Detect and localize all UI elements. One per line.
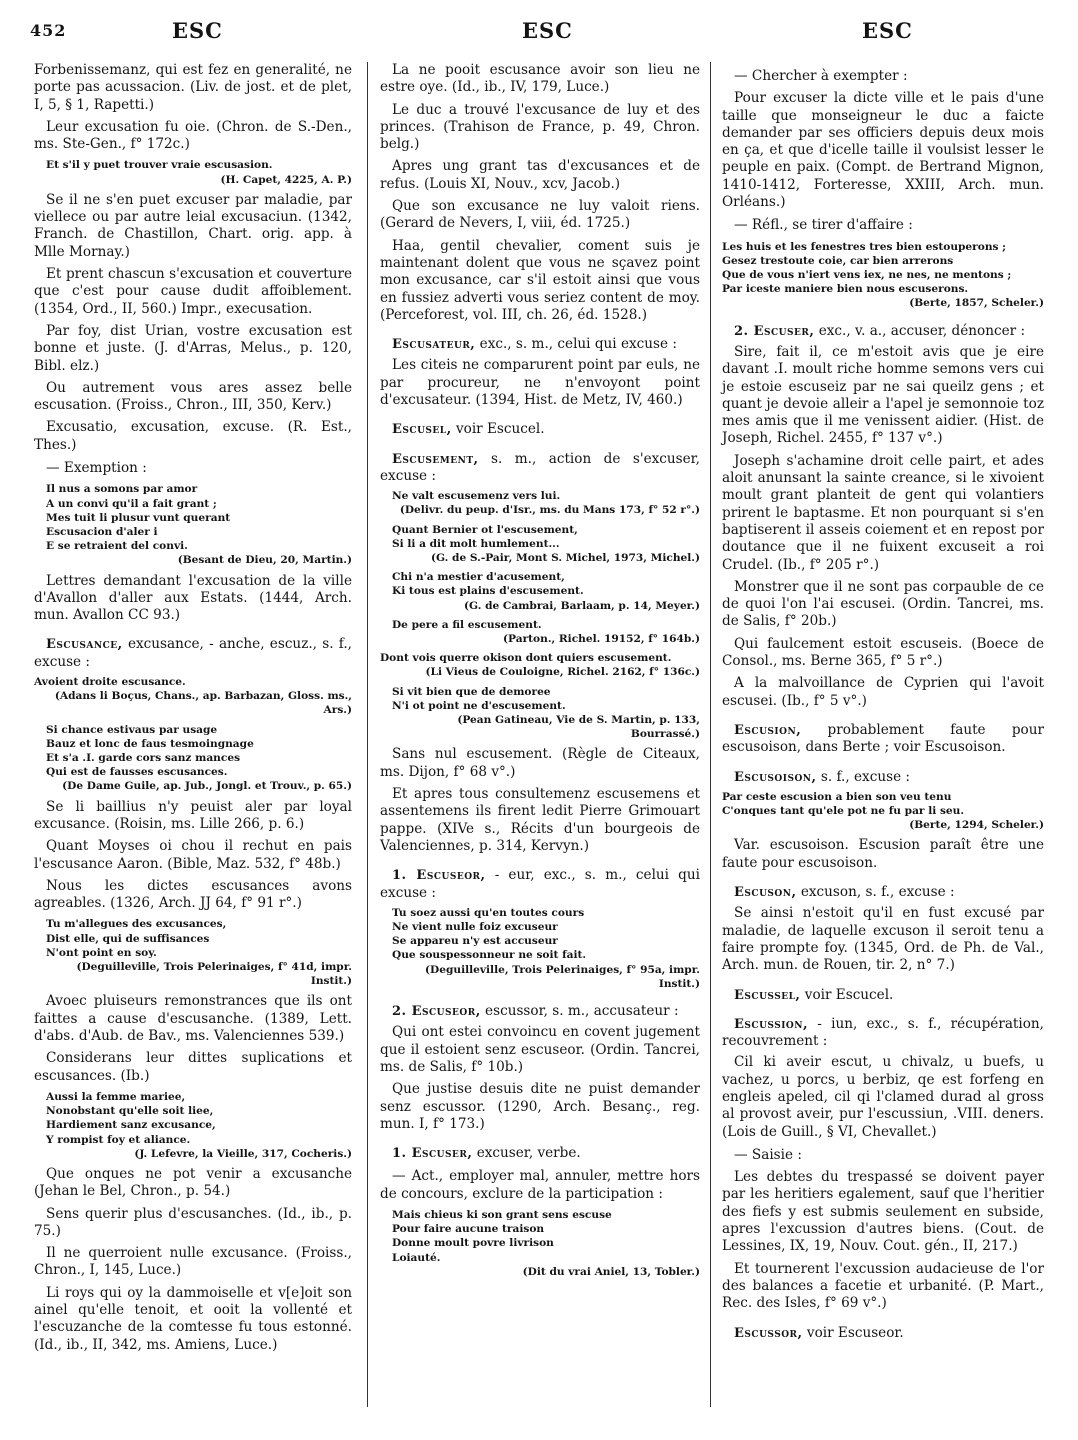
paragraph: Les citeis ne comparurent point par euls, ne par procureur, ne n'envoyont point d'excusateur. (1394, Hist. de Metz, IV, 460.) — [380, 357, 700, 409]
entry-definition: escussor, s. m., accusateur : — [480, 1003, 679, 1020]
sense-heading: — Act., employer mal, annuler, mettre hors de concours, exclure de la participation : — [380, 1168, 700, 1202]
verse-line: Si li a dit molt humlement... — [392, 537, 560, 550]
verse-line: Quant Bernier ot l'escusement, — [392, 523, 578, 536]
paragraph: Apres ung grant tas d'excusances et de refus. (Louis XI, Nouv., xcv, Jacob.) — [380, 158, 700, 192]
paragraph: Que onques ne pot venir a excusanche (Jehan le Bel, Chron., p. 54.) — [34, 1165, 352, 1200]
verse-line: Chi n'a mestier d'acusement, — [392, 571, 565, 584]
headword: 1. Escuser, — [392, 1146, 473, 1162]
running-head-center: ESC — [522, 18, 573, 43]
citation-source: (Adans li Boçus, Chans., ap. Barbazan, Gloss. ms., Ars.) — [54, 690, 352, 717]
paragraph: Et apres tous consultemenz escusemens et assentemens ils firent ledit Pierre Grimouart pappe. (XIVe s., Récits d'un bourgeois de Valenciennes, p. 314, Kervyn.) — [380, 786, 700, 854]
headword: Escusance, — [46, 637, 123, 653]
column-rule-left — [367, 62, 368, 1407]
verse-line: Y rompist foy et aliance. — [46, 1133, 191, 1146]
headword: Escussor, — [734, 1325, 803, 1341]
citation-source: (G. de S.-Pair, Mont S. Michel, 1973, Michel.) — [430, 552, 700, 565]
entry-heading — [722, 722, 1044, 757]
citation-source: (Berte, 1857, Scheler.) — [909, 297, 1044, 310]
entry-definition: probablement faute pour escusoison, dans Berte ; voir Escusoison. — [722, 721, 1044, 756]
paragraph: Les debtes du trespassé se doivent payer par les heritiers egalement, sauf que l'heritier des fiefs y est submis seulement en subside, apres l'excussion d'autres biens. (Cout. de Lessines, IX, 19, Nouv. Cout. gén., II, 217.) — [722, 1169, 1044, 1255]
paragraph: Joseph s'achamine droit celle pairt, et ades aloit anunsant la sainte creance, si le xivoient moult grant planteit de gent qui volantiers prirent le baptasme. Et non pourquant si s'en baptiserent il asseis coiement et en repost por doutance que il ne fuixent excuseit a roi Crudel. (Ib., f° 205 r°.) — [722, 452, 1044, 573]
headword: 2. Escuser, — [734, 323, 815, 339]
entry-definition: excusance, - anche, escuz., s. f., excuse : — [34, 636, 352, 670]
verse-line: Par ceste escusion a bien son veu tenu — [722, 790, 952, 803]
quotation — [392, 906, 700, 991]
column-right — [722, 62, 1044, 1346]
quotation — [392, 570, 700, 613]
verse-line: Donne moult povre livrison — [392, 1237, 554, 1250]
column-middle — [380, 62, 700, 1284]
headword: 2. Escuseor, — [392, 1004, 481, 1020]
paragraph: Que justise desuis dite ne puist demander senz escussor. (1290, Arch. Besanç., reg. mun. I, f° 173.) — [380, 1081, 700, 1132]
paragraph: Qui faulcement estoit escuseis. (Boece de Consol., ms. Berne 365, f° 5 r°.) — [722, 635, 1044, 670]
verse-line: Aussi la femme mariee, — [46, 1090, 186, 1103]
page-number: 452 — [30, 21, 67, 40]
entry-heading — [722, 1325, 1044, 1342]
citation-source: (De Dame Guile, ap. Jub., Jongl. et Trouv., p. 65.) — [62, 780, 352, 793]
verse-line: Escusacion d'aler i — [46, 525, 158, 538]
quotation — [46, 1090, 352, 1161]
verse-line: Mais chieus ki son grant sens escuse — [392, 1209, 612, 1222]
paragraph: Excusatio, excusation, excuse. (R. Est., Thes.) — [34, 419, 352, 453]
quotation — [392, 618, 700, 646]
headword: Escusel, — [392, 422, 452, 438]
paragraph: Et prent chascun s'excusation et couverture que c'est pour cause dudit affoiblement. (1354, Ord., II, 560.) Impr., execusation. — [34, 266, 352, 317]
verse-line: Mes tuit li plusur vunt querant — [46, 511, 231, 524]
paragraph: Sire, fait il, ce m'estoit avis que je eire davant .I. moult riche homme semons vers cui je estoie escuseiz par ne sai queilz gens ; et quant je devoie alleir a l'apel je semonnoie toz mes amis que il me venissent aidier. (Hist. de Joseph, Richel. 2455, f° 137 v°.) — [722, 343, 1044, 447]
paragraph: A la malvoillance de Cyprien qui l'avoit escusei. (Ib., f° 5 v°.) — [722, 675, 1044, 709]
quotation — [392, 1208, 700, 1279]
verse-line: Bauz et lonc de faus tesmoingnage — [46, 737, 254, 750]
paragraph: Ou autrement vous ares assez belle escusation. (Froiss., Chron., III, 350, Kerv.) — [34, 379, 352, 414]
page-header — [0, 18, 1078, 48]
entry-heading — [380, 867, 700, 902]
quotation — [722, 790, 1044, 833]
verse-line: Tu soez aussi qu'en toutes cours — [392, 906, 585, 919]
verse-line: Si vit bien que de demoree — [392, 685, 551, 698]
entry-definition: exc., s. m., celui qui excuse : — [475, 336, 677, 353]
sense-heading: — Saisie : — [734, 1146, 802, 1163]
headword: Escussel, — [734, 987, 801, 1003]
paragraph: Se il ne s'en puet excuser par maladie, par viellece ou par autre leial excusaciun. (1342, Franch. de Chastillon, Chart. orig. app. à Mlle Mornay.) — [34, 191, 352, 260]
paragraph: Nous les dictes escusances avons agreables. (1326, Arch. JJ 64, f° 91 r°.) — [34, 877, 352, 912]
sense-heading: — Réfl., se tirer d'affaire : — [734, 217, 913, 234]
headword: Escusoison, — [734, 769, 817, 785]
verse-line: Ki tous est plains d'escusement. — [392, 585, 584, 598]
verse-line: Que de vous n'iert vens iex, ne nes, ne mentons ; — [722, 269, 1012, 282]
paragraph: Par foy, dist Urian, vostre excusation est bonne et juste. (J. d'Arras, Melus., p. 120, Bibl. elz.) — [34, 322, 352, 374]
entry-heading — [722, 323, 1044, 340]
column-left — [34, 62, 352, 1359]
entry-heading — [380, 336, 700, 353]
headword: 1. Escuseor, — [392, 868, 486, 884]
quotation — [34, 675, 352, 718]
verse-line: Si chance estivaus par usage — [46, 723, 218, 736]
verse-line: Et s'a .I. garde cors sanz mances — [46, 752, 241, 765]
quotation — [392, 685, 700, 742]
paragraph: Quant Moyses oi chou il rechut en pais l'escusance Aaron. (Bible, Maz. 532, f° 48b.) — [34, 838, 352, 872]
verse-line: Pour faire aucune traison — [392, 1223, 545, 1236]
entry-heading — [380, 1145, 700, 1162]
sense-heading: — Chercher à exempter : — [734, 68, 908, 84]
entry-heading — [722, 769, 1044, 786]
paragraph: Monstrer que il ne sont pas corpauble de ce de quoi l'on l'ai escusei. (Ordin. Tancrei, ms. de Salis, f° 20b.) — [722, 578, 1044, 630]
verse-line: Les huis et les fenestres tres bien estouperons ; — [722, 240, 1007, 253]
headword: Escussion, — [734, 1016, 809, 1032]
verse-line: Ne valt escusemenz vers lui. — [392, 490, 561, 503]
entry-definition: - eur, exc., s. m., celui qui excuse : — [380, 867, 700, 901]
entry-definition: exc., v. a., accuser, dénoncer : — [814, 322, 1026, 339]
citation-source: (Parton., Richel. 19152, f° 164b.) — [503, 633, 700, 646]
quotation — [46, 917, 352, 988]
entry-definition: voir Escuseor. — [802, 1324, 904, 1341]
paragraph: La ne pooit escusance avoir son lieu ne estre oye. (Id., ib., IV, 179, Luce.) — [380, 62, 700, 96]
verse-line: Qui est de fausses escusances. — [46, 766, 228, 779]
verse-line: Loiauté. — [392, 1251, 441, 1264]
verse-line: Dist elle, qui de suffisances — [46, 932, 210, 945]
entry-definition: s. m., action de s'excuser, excuse : — [380, 450, 700, 484]
verse-line: Gesez trestoute coie, car bien arrerons — [722, 254, 954, 267]
quotation — [392, 523, 700, 566]
verse-line: A un convi qu'il a fait grant ; — [46, 497, 217, 510]
verse-line: Avoient droite escusance. — [34, 676, 186, 689]
citation-source: (H. Capet, 4225, A. P.) — [220, 173, 352, 186]
paragraph: Cil ki aveir escut, u chivalz, u buefs, u vachez, u porcs, u berbiz, qe est forfeng en engleis apeled, cil qi l'clamed durad al gross al provost aveir, pur l'escussiun, .VIII. deners. (Lois de Guill., § VI, Chevallet.) — [722, 1054, 1044, 1140]
entry-definition: voir Escucel. — [451, 421, 545, 438]
paragraph: Var. escusoison. Escusion paraît être une faute pour escusoison. — [722, 837, 1044, 871]
verse-line: Hardiement sanz excusance, — [46, 1119, 216, 1132]
verse-line: Ne vient nulle foiz excuseur — [392, 921, 558, 934]
column-rule-right — [710, 62, 711, 1407]
citation-source: (Delivr. du peup. d'Isr., ms. du Mans 173, f° 52 r°.) — [399, 504, 700, 517]
citation-source: (Deguilleville, Trois Pelerinaiges, f° 95a, impr. Instit.) — [425, 963, 700, 990]
headword: Escusateur, — [392, 337, 476, 353]
entry-heading — [34, 636, 352, 671]
verse-line: Par iceste maniere bien nous escuserons. — [722, 283, 969, 296]
citation-source: (Li Vieus de Couloigne, Richel. 2162, f° 136c.) — [425, 666, 700, 679]
entry-definition: - iun, exc., s. f., récupération, recouvrement : — [722, 1015, 1044, 1050]
running-head-left: ESC — [172, 18, 223, 43]
citation-source: (Deguilleville, Trois Pelerinaiges, f° 41d, impr. Instit.) — [76, 961, 352, 988]
paragraph: Forbenissemanz, qui est fez en generalité, ne porte pas acussacion. (Liv. de jost. et de plet, I, 5, § 1, Rapetti.) — [34, 62, 352, 113]
paragraph: Sens querir plus d'escusanches. (Id., ib., p. 75.) — [34, 1205, 352, 1239]
paragraph: Considerans leur dittes suplications et escusances. (Ib.) — [34, 1050, 352, 1084]
entry-heading — [722, 987, 1044, 1004]
quotation — [46, 723, 352, 794]
verse-line: E se retraient del convi. — [46, 540, 188, 553]
verse-line: Tu m'allegues des excusances, — [46, 918, 227, 931]
headword: Escusement, — [392, 451, 479, 467]
headword: Escuson, — [734, 885, 797, 901]
verse-line: De pere a fil escusement. — [392, 618, 542, 631]
quotation — [722, 240, 1044, 311]
verse-line: Il nus a somons par amor — [46, 483, 198, 496]
paragraph: Se li baillius n'y peuist aler par loyal excusance. (Roisin, ms. Lille 266, p. 6.) — [34, 798, 352, 832]
paragraph: Qui ont estei convoincu en covent jugement que il estoient senz escuseor. (Ordin. Tancrei, ms. de Salis, f° 10b.) — [380, 1024, 700, 1075]
citation-source: (J. Lefevre, la Vieille, 317, Cocheris.) — [134, 1147, 352, 1160]
verse-line: N'i ot point ne d'escusement. — [392, 699, 566, 712]
citation-source: (G. de Cambrai, Barlaam, p. 14, Meyer.) — [464, 599, 700, 612]
verse-line: Nonobstant qu'elle soit liee, — [46, 1105, 214, 1118]
paragraph: Sans nul escusement. (Règle de Citeaux, ms. Dijon, f° 68 v°.) — [380, 746, 700, 780]
paragraph: Se ainsi n'estoit qu'il en fust excusé par maladie, de laquelle excuson il seroit tenu a faire prompte foy. (1345, Ord. de Ph. de Val., Arch. mun. de Rouen, tir. 2, n° 7.) — [722, 905, 1044, 974]
paragraph: Avoec pluiseurs remonstrances que ils ont faittes a cause d'escusanche. (1389, Lett. d'abs. d'Aub. de Bav., ms. Valenciennes 539.) — [34, 993, 352, 1045]
citation-source: (Besant de Dieu, 20, Martin.) — [177, 554, 352, 567]
entry-definition: excuson, s. f., excuse : — [796, 884, 955, 901]
entry-heading — [722, 884, 1044, 901]
paragraph: Haa, gentil chevalier, coment suis je maintenant dolent que vous ne sçavez point mon excusance, car s'il estoit ainsi que vous en fussiez adverti vous seriez content de moy. (Perceforest, vol. III, ch. 26, éd. 1528.) — [380, 237, 700, 323]
paragraph: Et tournerent l'excussion audacieuse de l'or des balances a facetie et urbanité. (P. Mart., Rec. des Isles, f° 69 v°.) — [722, 1260, 1044, 1312]
entry-definition: voir Escucel. — [800, 986, 894, 1003]
quotation — [392, 489, 700, 517]
entry-definition: s. f., excuse : — [816, 768, 911, 785]
paragraph: Il ne querroient nulle excusance. (Froiss., Chron., I, 145, Luce.) — [34, 1245, 352, 1279]
paragraph: Le duc a trouvé l'excusance de luy et des princes. (Trahison de France, p. 49, Chron. belg.) — [380, 101, 700, 153]
citation-source: (Dit du vrai Aniel, 13, Tobler.) — [522, 1265, 700, 1278]
running-head-right: ESC — [862, 18, 913, 43]
sense-heading: — Exemption : — [46, 460, 147, 477]
quotation — [46, 482, 352, 567]
entry-heading — [380, 1003, 700, 1020]
entry-heading — [722, 1016, 1044, 1051]
quotation — [380, 651, 700, 679]
paragraph: Lettres demandant l'excusation de la ville d'Avallon d'aller aux Estats. (1444, Arch. mun. Avallon CC 93.) — [34, 572, 352, 624]
citation-source: (Pean Gatineau, Vie de S. Martin, p. 133, Bourrassé.) — [457, 714, 700, 741]
paragraph: Que son excusance ne luy valoit riens. (Gerard de Nevers, I, viii, éd. 1725.) — [380, 198, 700, 232]
citation-source: (Berte, 1294, Scheler.) — [909, 819, 1044, 832]
verse-line: N'ont point en soy. — [46, 946, 157, 959]
verse-line: C'onques tant qu'ele pot ne fu par li seu. — [722, 805, 965, 818]
verse-line: Que souspessonneur ne soit fait. — [392, 949, 587, 962]
paragraph: Li roys qui oy la dammoiselle et v[e]oit son ainel qu'elle tenoit, et ooit la vollenté et l'escuzanche de la comtesse fu tous estonné. (Id., ib., II, 342, ms. Amiens, Luce.) — [34, 1284, 352, 1353]
entry-heading — [380, 451, 700, 486]
entry-definition: excuser, verbe. — [472, 1145, 581, 1162]
verse-line: Se appareu n'y est accuseur — [392, 935, 558, 948]
paragraph: Leur excusation fu oie. (Chron. de S.-Den., ms. Ste-Gen., f° 172c.) — [34, 118, 352, 153]
verse-line: Et s'il y puet trouver vraie escusasion. — [46, 159, 273, 172]
paragraph: Pour excuser la dicte ville et le pais d'une taille que monseigneur le duc a faicte demander par ses officiers depuis deux mois en ça, et que d'icelle taille il voulsist lesser le peuple en paix. (Compt. de Bertrand Mignon, 1410-1412, Forteresse, XXIII, Arch. mun. Orléans.) — [722, 90, 1044, 211]
headword: Escusion, — [734, 722, 802, 738]
quotation — [46, 158, 352, 186]
entry-heading — [380, 421, 700, 438]
verse-line: Dont vois querre okison dont quiers escusement. — [380, 652, 672, 665]
